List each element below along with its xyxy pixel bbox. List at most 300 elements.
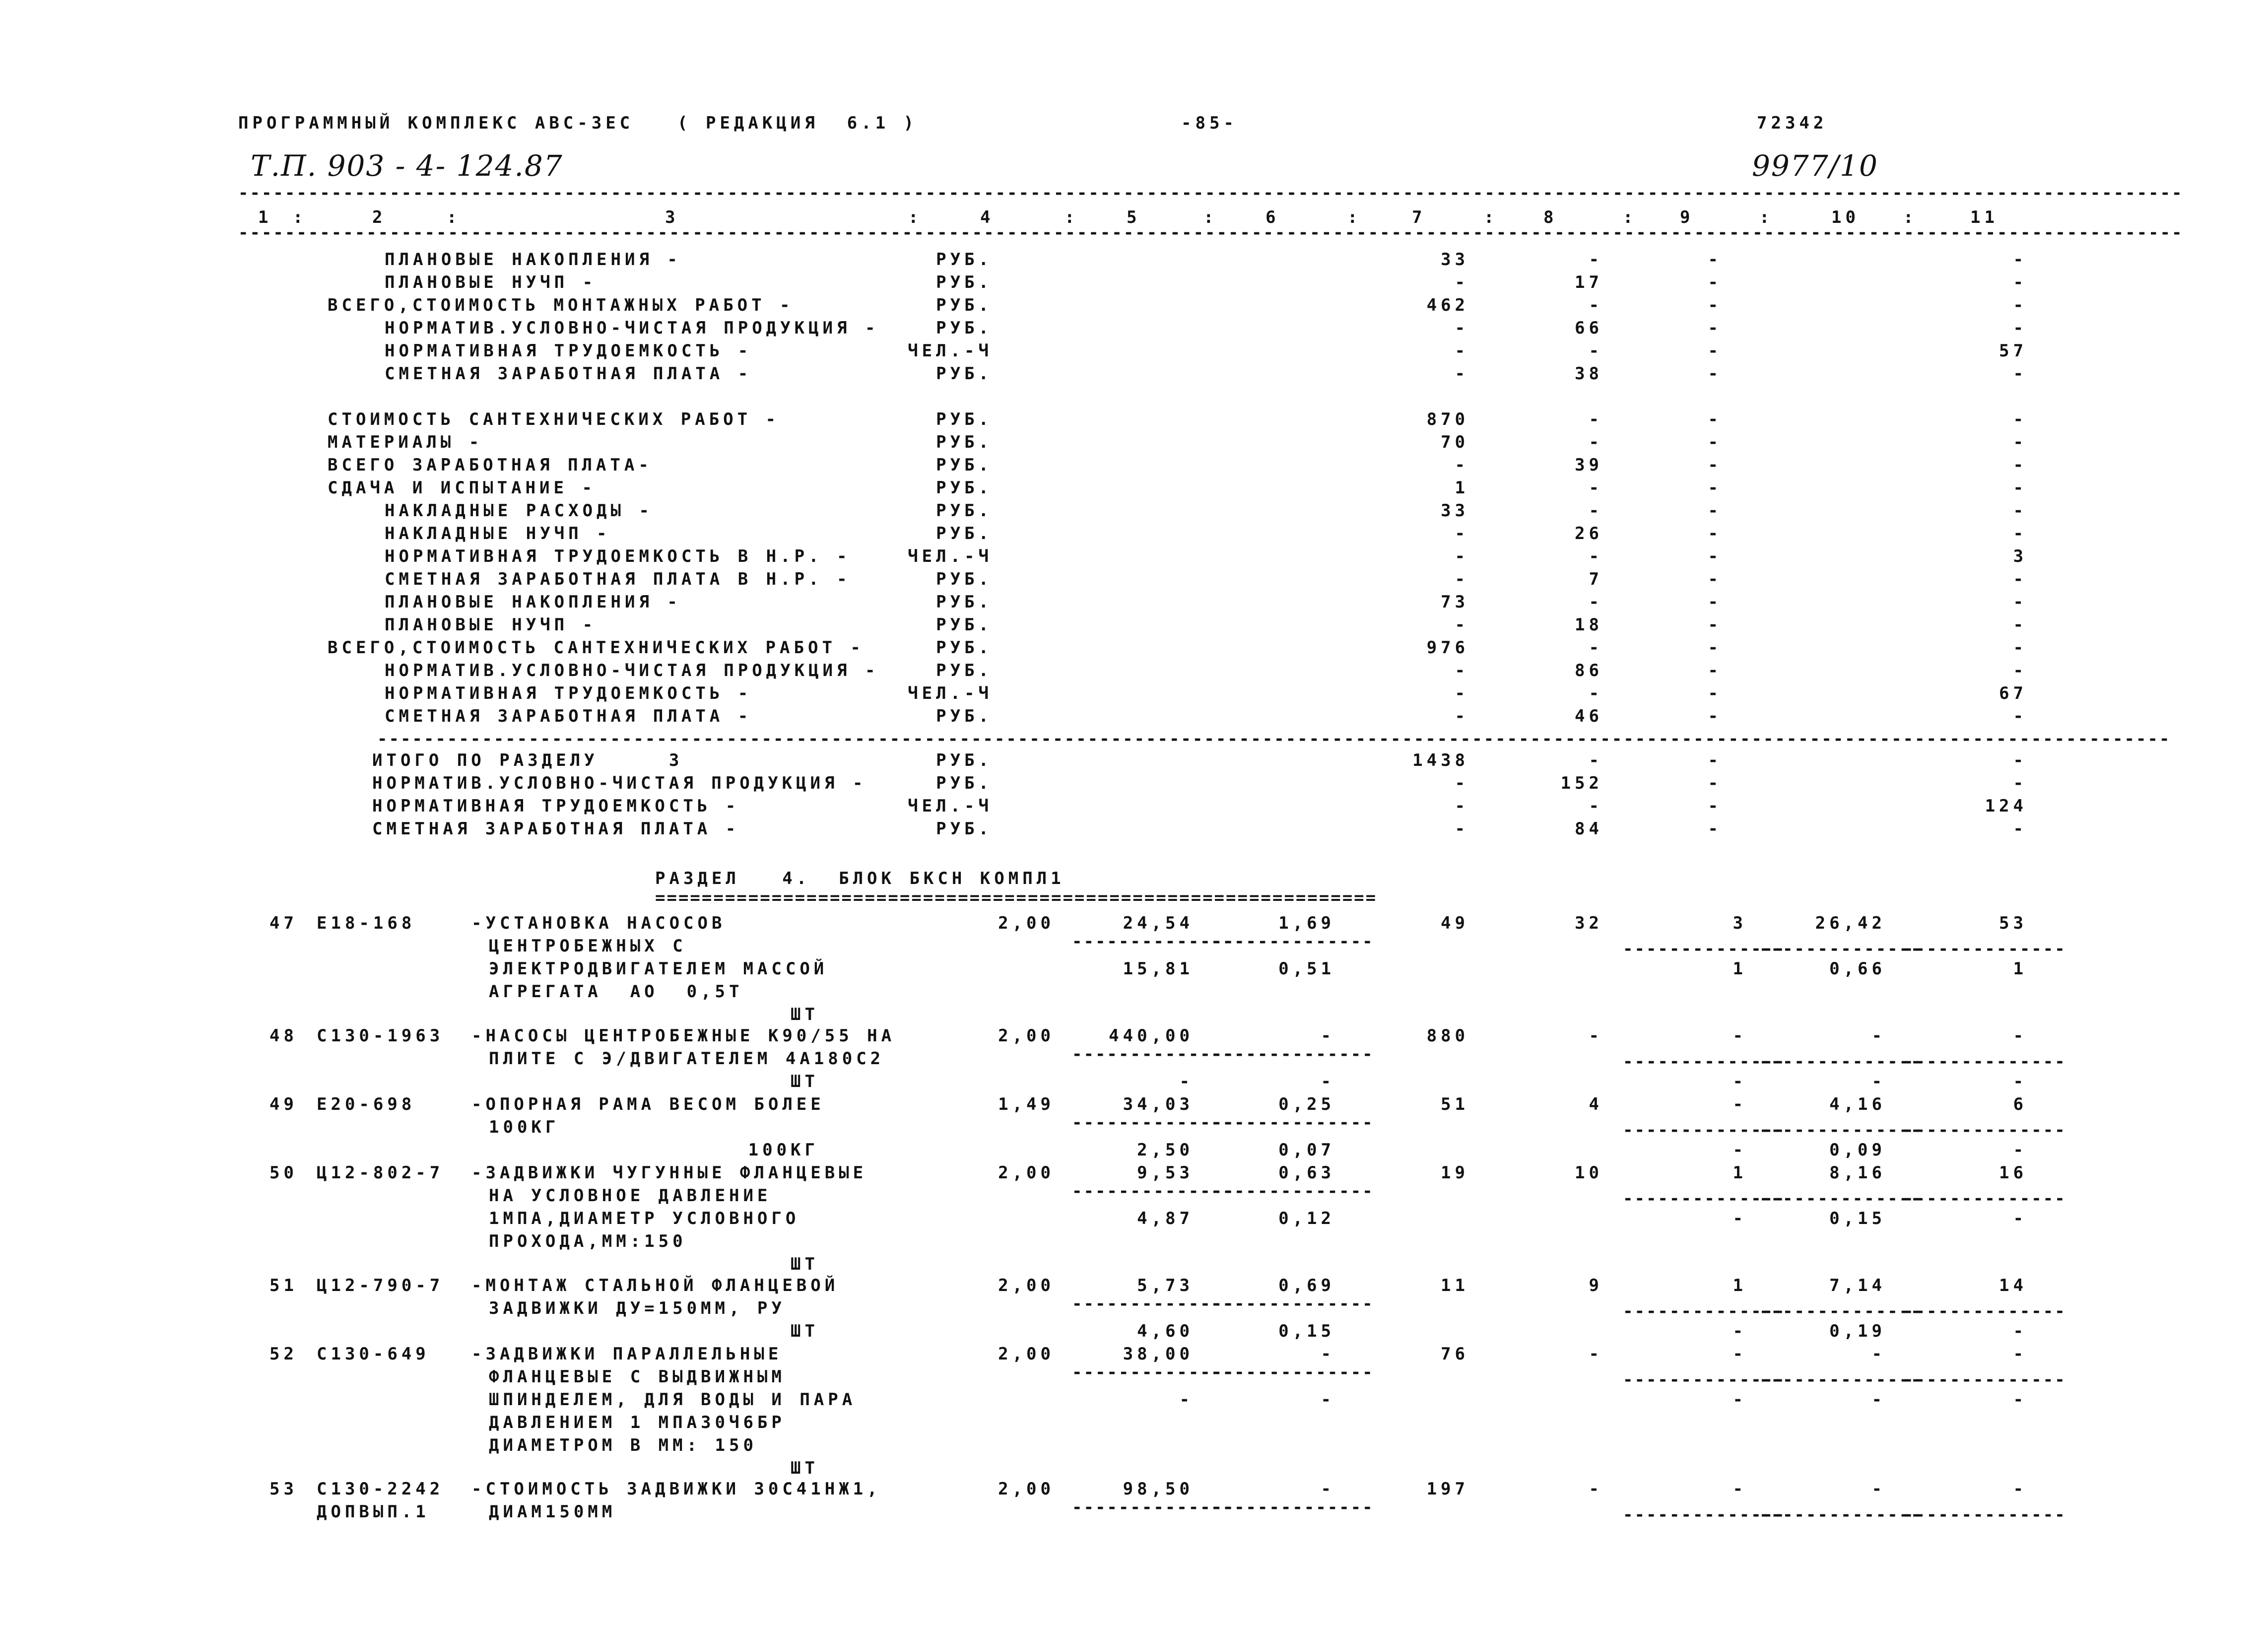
subtotal-rule: -------------- (1623, 939, 1786, 959)
col5-value: 440,00 (1109, 1026, 1194, 1046)
col9-value: - (1708, 819, 1722, 839)
col6-sub-value: 0,51 (1278, 959, 1335, 979)
col9-value: - (1733, 1479, 1747, 1499)
col11-value: 6 (2013, 1094, 2027, 1114)
item-description: ЦЕНТРОБЕЖНЫХ С (489, 936, 687, 956)
col8-value: 38 (1575, 364, 1603, 384)
unit: РУБ. (936, 455, 993, 475)
col11-value: - (2013, 1344, 2027, 1364)
subtotal-rule: -------------- (1759, 1052, 1923, 1072)
summary-label: НОРМАТИВ.УСЛОВНО-ЧИСТАЯ ПРОДУКЦИЯ - (385, 318, 879, 338)
unit: РУБ. (936, 819, 993, 839)
col8-value: - (1589, 546, 1603, 566)
col7-value: - (1455, 341, 1469, 361)
unit: РУБ. (936, 524, 993, 543)
item-unit: ШТ (791, 1254, 819, 1274)
subtotal-rule: -------------- (1903, 1120, 2067, 1140)
col9-value: 1 (1733, 1276, 1747, 1295)
col6-value: 1,69 (1278, 913, 1335, 933)
item-unit: ШТ (791, 1005, 819, 1024)
col11-value: - (2013, 1026, 2027, 1046)
col11-value: - (2013, 638, 2027, 658)
item-code: Е18-168 (317, 913, 416, 933)
unit: РУБ. (936, 409, 993, 429)
unit: РУБ. (936, 615, 993, 635)
col11-value: - (2013, 455, 2027, 475)
col8-value: 26 (1575, 524, 1603, 543)
col11-sub-value: - (2013, 1390, 2027, 1410)
item-code: С130-1963 (317, 1026, 444, 1046)
column-separator: : (1203, 207, 1218, 227)
subtotal-rule: -------------- (1211, 1044, 1374, 1064)
col7-value: 33 (1441, 501, 1469, 521)
subtotal-rule: -------------- (1211, 1497, 1374, 1517)
col11-value: - (2013, 524, 2027, 543)
subtotal-rule: -------------- (1759, 1505, 1923, 1525)
summary-label: ПЛАНОВЫЕ НАКОПЛЕНИЯ - (385, 592, 681, 612)
item-description: 100КГ (489, 1117, 560, 1137)
summary-label: НАКЛАДНЫЕ НУЧП - (385, 524, 611, 543)
col9-value: - (1708, 638, 1722, 658)
col11-sub-value: - (2013, 1072, 2027, 1091)
col11-value: 16 (1999, 1163, 2027, 1183)
column-header-7: 7 (1412, 207, 1426, 227)
col8-value: - (1589, 432, 1603, 452)
unit: РУБ. (936, 318, 993, 338)
col9-sub-value: - (1733, 1390, 1747, 1410)
summary-label: ВСЕГО ЗАРАБОТНАЯ ПЛАТА- (328, 455, 653, 475)
col5-value: 24,54 (1123, 913, 1194, 933)
column-separator: : (1065, 207, 1079, 227)
column-header-6: 6 (1266, 207, 1280, 227)
item-code: Е20-698 (317, 1094, 416, 1114)
item-quantity: 2,00 (998, 1344, 1055, 1364)
summary-label: ПЛАНОВЫЕ НУЧП - (385, 272, 597, 292)
col8-value: - (1589, 683, 1603, 703)
col11-value: - (2013, 750, 2027, 770)
col8-value: - (1589, 750, 1603, 770)
item-code: Ц12-802-7 (317, 1163, 444, 1183)
col11-value: - (2013, 432, 2027, 452)
subtotal-rule: -------------- (1903, 1301, 2067, 1321)
col7-value: 19 (1441, 1163, 1469, 1183)
subtotal-rule: -------------- (1211, 1113, 1374, 1133)
col11-value: - (2013, 661, 2027, 680)
item-quantity: 2,00 (998, 1479, 1055, 1499)
col5-sub-value: - (1179, 1390, 1194, 1410)
unit: РУБ. (936, 661, 993, 680)
unit: РУБ. (936, 501, 993, 521)
col10-sub-value: - (1871, 1072, 1886, 1091)
column-separator: : (293, 207, 307, 227)
item-description: ФЛАНЦЕВЫЕ С ВЫДВИЖНЫМ (489, 1367, 786, 1387)
col9-value: - (1708, 750, 1722, 770)
column-separator: : (1484, 207, 1498, 227)
item-description: ДАВЛЕНИЕМ 1 МПА30Ч6БР (489, 1413, 786, 1432)
sheet-reference: 9977/10 (1752, 149, 1878, 183)
item-number: 48 (269, 1026, 298, 1046)
col9-value: 1 (1733, 1163, 1747, 1183)
item-description: -МОНТАЖ СТАЛЬНОЙ ФЛАНЦЕВОЙ (471, 1276, 839, 1295)
col7-value: - (1455, 524, 1469, 543)
item-unit: ШТ (791, 1321, 819, 1341)
summary-label: СМЕТНАЯ ЗАРАБОТНАЯ ПЛАТА В Н.Р. - (385, 569, 851, 589)
col10-value: 4,16 (1829, 1094, 1886, 1114)
column-header-11: 11 (1970, 207, 1999, 227)
col8-value: - (1589, 592, 1603, 612)
item-code: ДОПВЫП.1 (317, 1502, 430, 1522)
col9-value: - (1708, 501, 1722, 521)
summary-label: СТОИМОСТЬ САНТЕХНИЧЕСКИХ РАБОТ - (328, 409, 780, 429)
unit: РУБ. (936, 569, 993, 589)
col7-value: 76 (1441, 1344, 1469, 1364)
page-number: -85- (1181, 113, 1238, 133)
summary-label: ИТОГО ПО РАЗДЕЛУ 3 (372, 750, 683, 770)
summary-label: НОРМАТИВНАЯ ТРУДОЕМКОСТЬ - (385, 683, 752, 703)
column-header-2: 2 (372, 207, 387, 227)
col8-value: - (1589, 478, 1603, 498)
col7-value: - (1455, 661, 1469, 680)
unit: РУБ. (936, 272, 993, 292)
header-rule-bottom: ----------------------------------------------------------------------------------------------------------------------------------------------------------------------- (238, 223, 2184, 243)
col11-value: 3 (2013, 546, 2027, 566)
col8-value: - (1589, 250, 1603, 270)
col9-value: - (1708, 592, 1722, 612)
col9-value: - (1708, 341, 1722, 361)
col9-value: - (1708, 455, 1722, 475)
summary-label: СДАЧА И ИСПЫТАНИЕ - (328, 478, 596, 498)
col7-value: - (1455, 318, 1469, 338)
col6-sub-value: 0,12 (1278, 1209, 1335, 1228)
col9-sub-value: - (1733, 1072, 1747, 1091)
item-description: -НАСОСЫ ЦЕНТРОБЕЖНЫЕ К90/55 НА (471, 1026, 896, 1046)
item-description: ЭЛЕКТРОДВИГАТЕЛЕМ МАССОЙ (489, 959, 828, 979)
col10-value: - (1871, 1479, 1886, 1499)
col6-value: 0,63 (1278, 1163, 1335, 1183)
subtotal-rule: -------------- (1623, 1120, 1786, 1140)
column-header-1: 1 (258, 207, 272, 227)
col11-value: - (2013, 1479, 2027, 1499)
col9-value: - (1708, 569, 1722, 589)
unit: ЧЕЛ.-Ч (908, 683, 993, 703)
item-number: 53 (269, 1479, 298, 1499)
subtotal-rule: -------------- (1072, 1362, 1235, 1382)
column-separator: : (908, 207, 923, 227)
subtotal-rule: -------------- (1759, 1370, 1923, 1390)
col10-value: 8,16 (1829, 1163, 1886, 1183)
col5-sub-value: 15,81 (1123, 959, 1194, 979)
item-number: 50 (269, 1163, 298, 1183)
item-description: ШПИНДЕЛЕМ, ДЛЯ ВОДЫ И ПАРА (489, 1390, 857, 1410)
col11-value: - (2013, 773, 2027, 793)
column-header-10: 10 (1831, 207, 1860, 227)
subtotal-rule: -------------- (1211, 1362, 1374, 1382)
unit: РУБ. (936, 478, 993, 498)
summary-label: НАКЛАДНЫЕ РАСХОДЫ - (385, 501, 653, 521)
col9-value: - (1708, 546, 1722, 566)
item-quantity: 2,00 (998, 1026, 1055, 1046)
item-number: 52 (269, 1344, 298, 1364)
col8-value: - (1589, 796, 1603, 816)
col6-value: - (1321, 1479, 1335, 1499)
col11-value: 53 (1999, 913, 2027, 933)
item-number: 47 (269, 913, 298, 933)
document-code: 72342 (1757, 113, 1828, 133)
col11-sub-value: 1 (2013, 959, 2027, 979)
col7-value: 73 (1441, 592, 1469, 612)
col11-sub-value: - (2013, 1321, 2027, 1341)
col7-value: - (1455, 773, 1469, 793)
col9-value: - (1708, 683, 1722, 703)
col7-value: - (1455, 796, 1469, 816)
col11-value: - (2013, 364, 2027, 384)
summary-label: НОРМАТИВ.УСЛОВНО-ЧИСТАЯ ПРОДУКЦИЯ - (372, 773, 867, 793)
col9-sub-value: - (1733, 1321, 1747, 1341)
col7-value: - (1455, 546, 1469, 566)
summary-label: МАТЕРИАЛЫ - (328, 432, 483, 452)
col7-value: 870 (1426, 409, 1469, 429)
col9-value: - (1708, 661, 1722, 680)
col6-value: 0,25 (1278, 1094, 1335, 1114)
col11-value: - (2013, 569, 2027, 589)
col9-value: - (1708, 318, 1722, 338)
column-header-8: 8 (1543, 207, 1558, 227)
subtotal-rule: -------------- (1072, 1113, 1235, 1133)
col8-value: 46 (1575, 706, 1603, 726)
column-header-3: 3 (665, 207, 679, 227)
summary-label: НОРМАТИВНАЯ ТРУДОЕМКОСТЬ - (372, 796, 740, 816)
unit: РУБ. (936, 638, 993, 658)
col9-value: - (1708, 364, 1722, 384)
col8-value: - (1589, 1479, 1603, 1499)
col8-value: 32 (1575, 913, 1603, 933)
item-description: ПРОХОДА,ММ:150 (489, 1231, 687, 1251)
subtotal-rule: -------------- (1903, 1505, 2067, 1525)
col7-value: - (1455, 615, 1469, 635)
subtotal-rule: -------------- (1903, 1189, 2067, 1209)
col8-value: - (1589, 638, 1603, 658)
col7-value: 880 (1426, 1026, 1469, 1046)
subtotal-rule: -------------- (1072, 932, 1235, 951)
item-description: -ЗАДВИЖКИ ЧУГУННЫЕ ФЛАНЦЕВЫЕ (471, 1163, 867, 1183)
item-description: ДИАМ150ММ (489, 1502, 616, 1522)
item-number: 49 (269, 1094, 298, 1114)
col9-value: 3 (1733, 913, 1747, 933)
col5-sub-value: - (1179, 1072, 1194, 1091)
subtotal-rule: -------------- (1623, 1301, 1786, 1321)
subtotal-rule: -------------- (1759, 1301, 1923, 1321)
col7-value: 976 (1426, 638, 1469, 658)
col8-value: 18 (1575, 615, 1603, 635)
col7-value: - (1455, 364, 1469, 384)
col5-value: 98,50 (1123, 1479, 1194, 1499)
col9-sub-value: - (1733, 1140, 1747, 1160)
col10-value: - (1871, 1344, 1886, 1364)
col6-sub-value: 0,15 (1278, 1321, 1335, 1341)
item-unit: 100КГ (748, 1140, 819, 1160)
unit: РУБ. (936, 432, 993, 452)
subtotal-rule: -------------- (1211, 932, 1374, 951)
subtotal-rule: -------------- (1623, 1505, 1786, 1525)
unit: РУБ. (936, 295, 993, 315)
item-description: АГРЕГАТА АО 0,5Т (489, 982, 743, 1002)
item-code: С130-649 (317, 1344, 430, 1364)
col10-value: 26,42 (1815, 913, 1886, 933)
col7-value: 1 (1455, 478, 1469, 498)
col6-sub-value: - (1321, 1072, 1335, 1091)
col10-sub-value: - (1871, 1390, 1886, 1410)
col6-sub-value: - (1321, 1390, 1335, 1410)
col7-value: 462 (1426, 295, 1469, 315)
item-number: 51 (269, 1276, 298, 1295)
summary-label: СМЕТНАЯ ЗАРАБОТНАЯ ПЛАТА - (372, 819, 740, 839)
col7-value: - (1455, 819, 1469, 839)
column-separator: : (1347, 207, 1362, 227)
col11-value: - (2013, 250, 2027, 270)
col9-value: - (1708, 524, 1722, 543)
col11-value: - (2013, 615, 2027, 635)
item-code: Ц12-790-7 (317, 1276, 444, 1295)
unit: РУБ. (936, 250, 993, 270)
item-description: -ОПОРНАЯ РАМА ВЕСОМ БОЛЕЕ (471, 1094, 825, 1114)
unit: ЧЕЛ.-Ч (908, 546, 993, 566)
col11-value: - (2013, 295, 2027, 315)
col8-value: 86 (1575, 661, 1603, 680)
summary-label: НОРМАТИВНАЯ ТРУДОЕМКОСТЬ - (385, 341, 752, 361)
column-separator: : (1759, 207, 1774, 227)
col10-value: - (1871, 1026, 1886, 1046)
col9-value: - (1708, 478, 1722, 498)
col11-sub-value: - (2013, 1209, 2027, 1228)
col9-value: - (1733, 1344, 1747, 1364)
col7-value: - (1455, 569, 1469, 589)
col6-sub-value: 0,07 (1278, 1140, 1335, 1160)
unit: РУБ. (936, 773, 993, 793)
section-title-underline: ============================================================== (655, 888, 1378, 908)
summary-label: НОРМАТИВНАЯ ТРУДОЕМКОСТЬ В Н.Р. - (385, 546, 851, 566)
col9-value: - (1733, 1026, 1747, 1046)
item-quantity: 2,00 (998, 1276, 1055, 1295)
col8-value: 9 (1589, 1276, 1603, 1295)
item-description: -УСТАНОВКА НАСОСОВ (471, 913, 726, 933)
col5-sub-value: 4,87 (1137, 1209, 1194, 1228)
col9-value: - (1708, 615, 1722, 635)
subtotal-rule: -------------- (1072, 1181, 1235, 1201)
col8-value: - (1589, 341, 1603, 361)
subtotal-rule: -------------- (1623, 1052, 1786, 1072)
column-header-5: 5 (1127, 207, 1141, 227)
column-separator: : (447, 207, 461, 227)
col8-value: 7 (1589, 569, 1603, 589)
item-description: ДИАМЕТРОМ В ММ: 150 (489, 1435, 757, 1455)
unit: РУБ. (936, 706, 993, 726)
col9-value: - (1708, 295, 1722, 315)
col7-value: 49 (1441, 913, 1469, 933)
col11-value: - (2013, 819, 2027, 839)
col8-value: - (1589, 295, 1603, 315)
col10-sub-value: 0,09 (1829, 1140, 1886, 1160)
col8-value: 66 (1575, 318, 1603, 338)
column-header-4: 4 (980, 207, 995, 227)
item-description: ПЛИТЕ С Э/ДВИГАТЕЛЕМ 4А180С2 (489, 1049, 885, 1069)
item-quantity: 2,00 (998, 913, 1055, 933)
column-separator: : (1903, 207, 1918, 227)
program-title: ПРОГРАММНЫЙ КОМПЛЕКС АВС-3ЕС (238, 113, 634, 133)
subtotal-rule: -------------- (1211, 1181, 1374, 1201)
item-description: -СТОИМОСТЬ ЗАДВИЖКИ 30С41НЖ1, (471, 1479, 881, 1499)
col9-sub-value: - (1733, 1209, 1747, 1228)
item-unit: ШТ (791, 1458, 819, 1478)
col7-value: 70 (1441, 432, 1469, 452)
col8-value: - (1589, 1026, 1603, 1046)
col5-sub-value: 2,50 (1137, 1140, 1194, 1160)
col9-value: - (1708, 432, 1722, 452)
col9-value: - (1708, 796, 1722, 816)
col8-value: - (1589, 409, 1603, 429)
col8-value: 4 (1589, 1094, 1603, 1114)
col8-value: 17 (1575, 272, 1603, 292)
unit: РУБ. (936, 592, 993, 612)
subtotal-rule: -------------- (1072, 1294, 1235, 1314)
subtotal-rule: -------------- (1072, 1044, 1235, 1064)
col5-value: 5,73 (1137, 1276, 1194, 1295)
subtotal-rule: -------------- (1623, 1370, 1786, 1390)
subtotal-rule: -------------- (1623, 1189, 1786, 1209)
subtotal-rule: -------------- (1903, 939, 2067, 959)
summary-label: СМЕТНАЯ ЗАРАБОТНАЯ ПЛАТА - (385, 706, 752, 726)
col10-sub-value: 0,19 (1829, 1321, 1886, 1341)
col10-value: 7,14 (1829, 1276, 1886, 1295)
col9-sub-value: 1 (1733, 959, 1747, 979)
col9-value: - (1708, 706, 1722, 726)
col11-value: - (2013, 409, 2027, 429)
col8-value: 39 (1575, 455, 1603, 475)
col6-value: - (1321, 1026, 1335, 1046)
unit: РУБ. (936, 364, 993, 384)
col10-sub-value: 0,66 (1829, 959, 1886, 979)
subtotal-rule: -------------- (1759, 1120, 1923, 1140)
edition-label: ( РЕДАКЦИЯ 6.1 ) (677, 113, 918, 133)
unit: РУБ. (936, 750, 993, 770)
item-description: НА УСЛОВНОЕ ДАВЛЕНИЕ (489, 1186, 772, 1206)
column-header-9: 9 (1680, 207, 1694, 227)
col9-value: - (1708, 409, 1722, 429)
unit: ЧЕЛ.-Ч (908, 341, 993, 361)
item-description: -ЗАДВИЖКИ ПАРАЛЛЕЛЬНЫЕ (471, 1344, 783, 1364)
col5-value: 38,00 (1123, 1344, 1194, 1364)
col8-value: 152 (1560, 773, 1603, 793)
col7-value: 51 (1441, 1094, 1469, 1114)
col7-value: - (1455, 706, 1469, 726)
col9-value: - (1708, 773, 1722, 793)
col11-value: - (2013, 478, 2027, 498)
summary-label: НОРМАТИВ.УСЛОВНО-ЧИСТАЯ ПРОДУКЦИЯ - (385, 661, 879, 680)
col11-value: - (2013, 272, 2027, 292)
col5-sub-value: 4,60 (1137, 1321, 1194, 1341)
col7-value: 197 (1426, 1479, 1469, 1499)
subtotal-rule: -------------- (1759, 939, 1923, 959)
item-code: С130-2242 (317, 1479, 444, 1499)
subtotal-rule: -------------- (1072, 1497, 1235, 1517)
col6-value: - (1321, 1344, 1335, 1364)
col7-value: - (1455, 272, 1469, 292)
col7-value: 33 (1441, 250, 1469, 270)
col8-value: 10 (1575, 1163, 1603, 1183)
section-title: РАЗДЕЛ 4. БЛОК БКСН КОМПЛ1 (655, 869, 1065, 888)
col7-value: 11 (1441, 1276, 1469, 1295)
column-separator: : (1623, 207, 1637, 227)
item-unit: ШТ (791, 1072, 819, 1091)
